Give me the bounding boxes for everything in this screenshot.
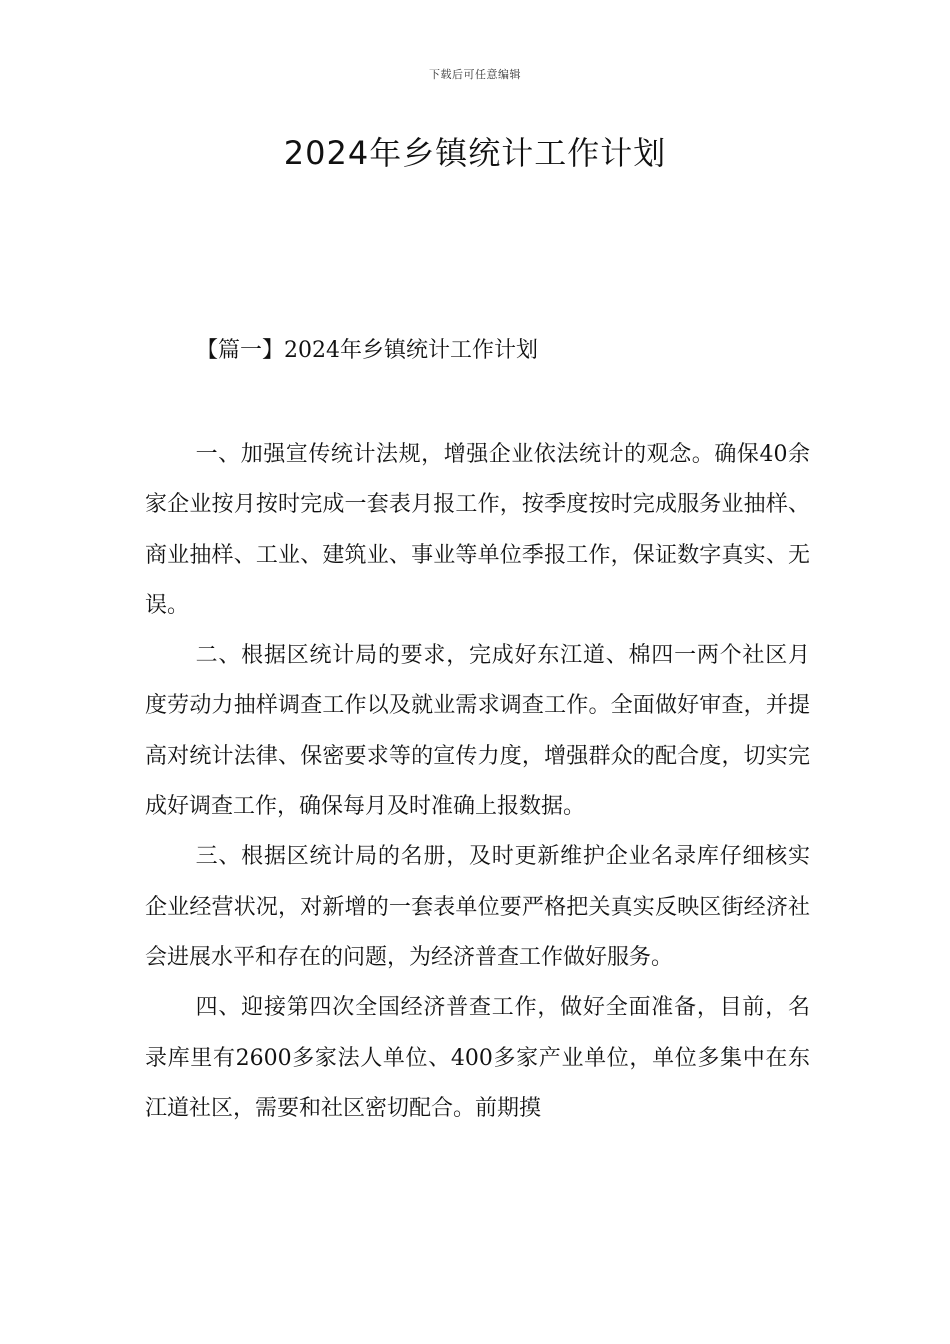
paragraph: 一、加强宣传统计法规，增强企业依法统计的观念。确保40余家企业按月按时完成一套表月报工作，按季度按时完成服务业抽样、商业抽样、工业、建筑业、事业等单位季报工作，保证数字真实、无误。	[145, 442, 810, 618]
document-body	[145, 430, 810, 1134]
paragraph: 四、迎接第四次全国经济普查工作，做好全面准备，目前，名录库里有2600多家法人单位、400多家产业单位，单位多集中在东江道社区，需要和社区密切配合。前期摸	[145, 995, 810, 1121]
document-title: 2024年乡镇统计工作计划	[283, 134, 667, 172]
paragraph: 二、根据区统计局的要求，完成好东江道、棉四一两个社区月度劳动力抽样调查工作以及就业需求调查工作。全面做好审查，并提高对统计法律、保密要求等的宣传力度，增强群众的配合度，切实完成好调查工作，确保每月及时准确上报数据。	[145, 643, 810, 820]
section-heading: 【篇一】2024年乡镇统计工作计划	[196, 338, 538, 363]
header-note: 下载后可任意编辑	[429, 68, 521, 81]
paragraph: 三、根据区统计局的名册，及时更新维护企业名录库仔细核实企业经营状况，对新增的一套表单位要严格把关真实反映区街经济社会进展水平和存在的问题，为经济普查工作做好服务。	[145, 844, 810, 970]
